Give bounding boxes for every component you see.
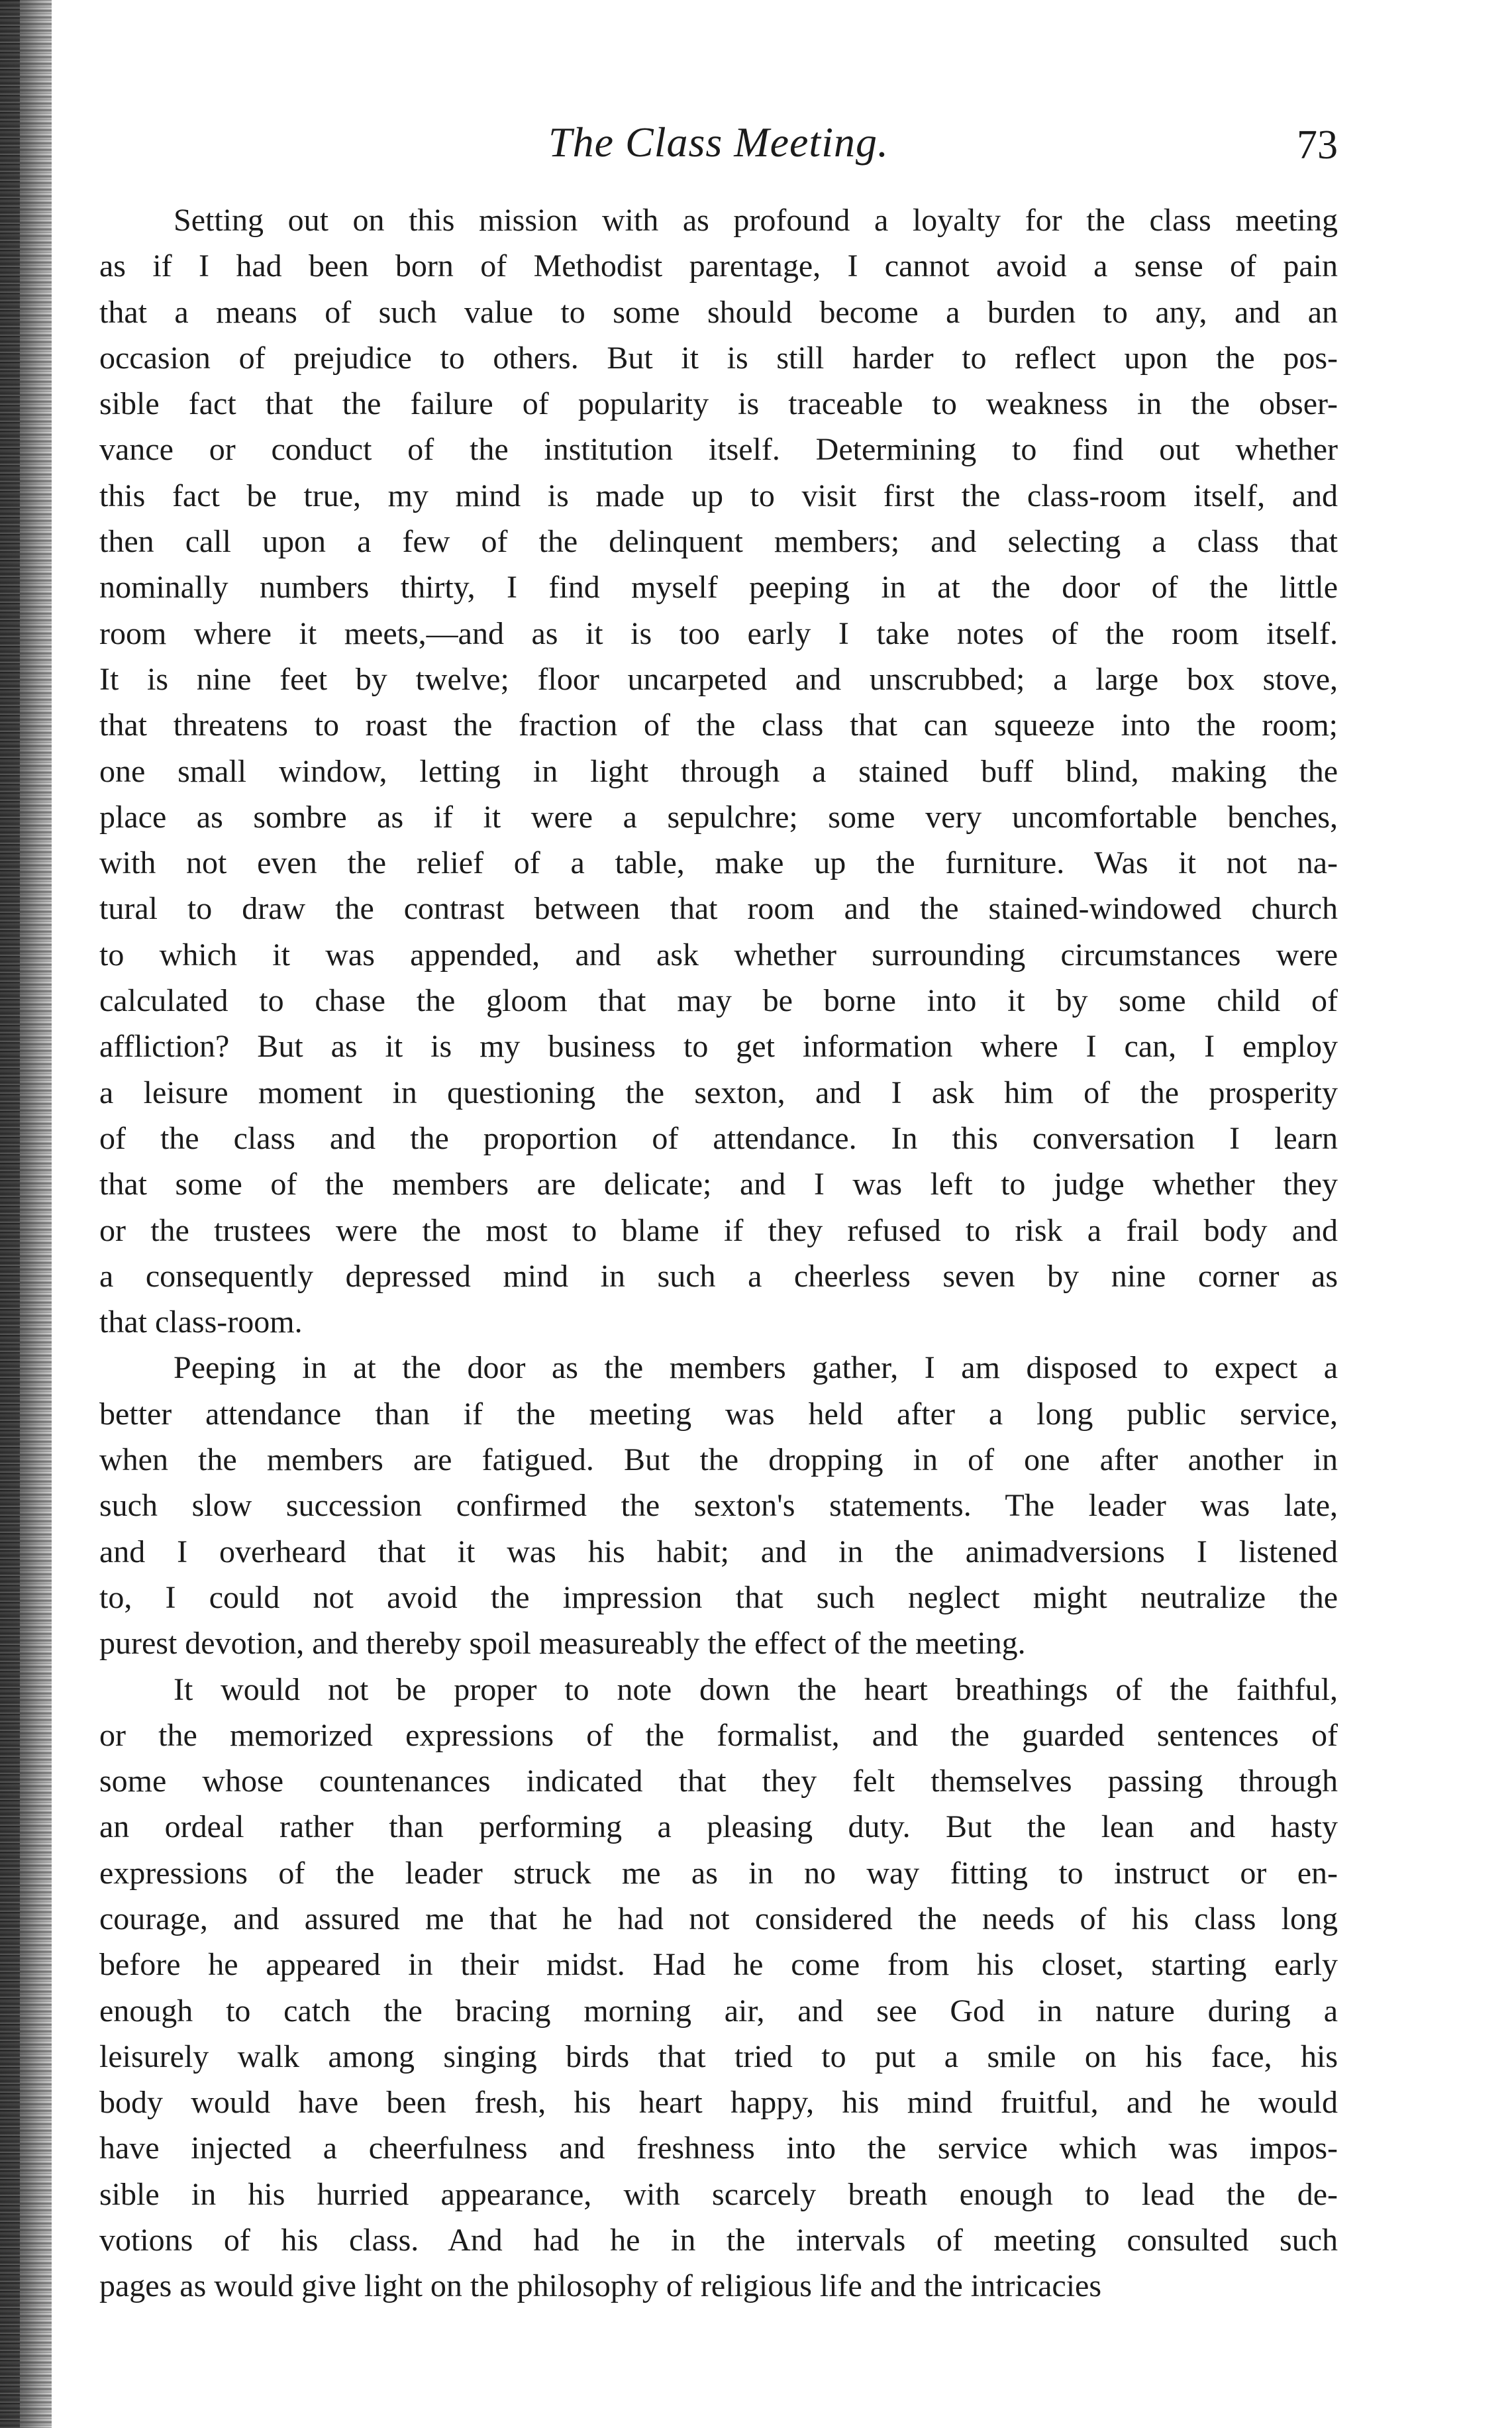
text-line: pages as would give light on the philosophy of religious life and the intricacies bbox=[99, 2268, 1102, 2304]
text-line: such slow succession confirmed the sexton's statements. The leader was late, bbox=[99, 1488, 1338, 1524]
text-line: affliction? But as it is my business to get information where I can, I employ bbox=[99, 1029, 1338, 1065]
text-line: to, I could not avoid the impression that such neglect might neutralize the bbox=[99, 1579, 1338, 1615]
paragraph bbox=[99, 1667, 1338, 2309]
text-line: room where it meets,—and as it is too early I take notes of the room itself. bbox=[99, 615, 1338, 651]
text-line: this fact be true, my mind is made up to visit first the class-room itself, and bbox=[99, 478, 1338, 513]
text-line: then call upon a few of the delinquent members; and selecting a class that bbox=[99, 524, 1338, 560]
text-line: that threatens to roast the fraction of the class that can squeeze into the room; bbox=[99, 708, 1338, 743]
text-line: that a means of such value to some should become a burden to any, and an bbox=[99, 294, 1338, 330]
text-line: sible in his hurried appearance, with scarcely breath enough to lead the de- bbox=[99, 2176, 1338, 2212]
text-line: a consequently depressed mind in such a cheerless seven by nine corner as bbox=[99, 1258, 1338, 1294]
text-line: occasion of prejudice to others. But it is still harder to reflect upon the pos- bbox=[99, 340, 1338, 376]
text-line: have injected a cheerfulness and freshness into the service which was impos- bbox=[99, 2131, 1338, 2166]
text-line: and I overheard that it was his habit; and in the animadversions I listened bbox=[99, 1534, 1338, 1569]
text-line: that some of the members are delicate; and I was left to judge whether they bbox=[99, 1167, 1338, 1202]
text-line: or the memorized expressions of the formalist, and the guarded sentences of bbox=[99, 1717, 1338, 1753]
book-spine-shadow bbox=[0, 0, 20, 2428]
text-line: leisurely walk among singing birds that tried to put a smile on his face, his bbox=[99, 2038, 1338, 2074]
text-line: expressions of the leader struck me as in no way fitting to instruct or en- bbox=[99, 1855, 1338, 1891]
page-number: 73 bbox=[1297, 123, 1338, 168]
text-line: or the trustees were the most to blame if they refused to risk a frail body and bbox=[99, 1212, 1338, 1248]
text-line: when the members are fatigued. But the dropping in of one after another in bbox=[99, 1442, 1338, 1478]
text-line: with not even the relief of a table, make up the furniture. Was it not na- bbox=[99, 845, 1338, 881]
text-line: as if I had been born of Methodist parentage, I cannot avoid a sense of pain bbox=[99, 248, 1338, 284]
text-line: votions of his class. And had he in the intervals of meeting consulted such bbox=[99, 2223, 1338, 2258]
text-line: to which it was appended, and ask whether surrounding circumstances were bbox=[99, 937, 1338, 973]
text-line: Peeping in at the door as the members gather, I am disposed to expect a bbox=[174, 1350, 1338, 1386]
body-text bbox=[99, 197, 1338, 2309]
text-line: a leisure moment in questioning the sexton, and I ask him of the prosperity bbox=[99, 1075, 1338, 1110]
text-line: enough to catch the bracing morning air, and see God in nature during a bbox=[99, 1993, 1338, 2029]
running-title: The Class Meeting. bbox=[548, 119, 889, 166]
text-line: Setting out on this mission with as profound a loyalty for the class meeting bbox=[174, 203, 1338, 238]
page-header bbox=[99, 113, 1338, 172]
text-line: courage, and assured me that he had not considered the needs of his class long bbox=[99, 1901, 1338, 1936]
text-line: that class-room. bbox=[99, 1304, 303, 1340]
text-line: vance or conduct of the institution itself. Determining to find out whether bbox=[99, 432, 1338, 468]
text-line: place as sombre as if it were a sepulchre; some very uncomfortable benches, bbox=[99, 799, 1338, 835]
text-line: sible fact that the failure of popularity is traceable to weakness in the obser- bbox=[99, 386, 1338, 422]
paragraph bbox=[99, 197, 1338, 1345]
text-line: purest devotion, and thereby spoil measureably the effect of the meeting. bbox=[99, 1626, 1026, 1662]
text-line: tural to draw the contrast between that room and the stained-windowed church bbox=[99, 891, 1338, 927]
text-line: one small window, letting in light through a stained buff blind, making the bbox=[99, 753, 1338, 789]
text-line: of the class and the proportion of attendance. In this conversation I learn bbox=[99, 1120, 1338, 1156]
text-line: It would not be proper to note down the heart breathings of the faithful, bbox=[174, 1671, 1338, 1707]
text-line: some whose countenances indicated that they felt themselves passing through bbox=[99, 1764, 1338, 1799]
paragraph bbox=[99, 1345, 1338, 1666]
text-line: calculated to chase the gloom that may be borne into it by some child of bbox=[99, 983, 1338, 1019]
text-line: It is nine feet by twelve; floor uncarpeted and unscrubbed; a large box stove, bbox=[99, 661, 1338, 697]
text-line: before he appeared in their midst. Had he come from his closet, starting early bbox=[99, 1947, 1338, 1983]
text-line: better attendance than if the meeting was held after a long public service, bbox=[99, 1396, 1338, 1432]
text-line: an ordeal rather than performing a pleasing duty. But the lean and hasty bbox=[99, 1809, 1338, 1845]
text-line: body would have been fresh, his heart happy, his mind fruitful, and he would bbox=[99, 2085, 1338, 2121]
text-line: nominally numbers thirty, I find myself peeping in at the door of the little bbox=[99, 570, 1338, 606]
